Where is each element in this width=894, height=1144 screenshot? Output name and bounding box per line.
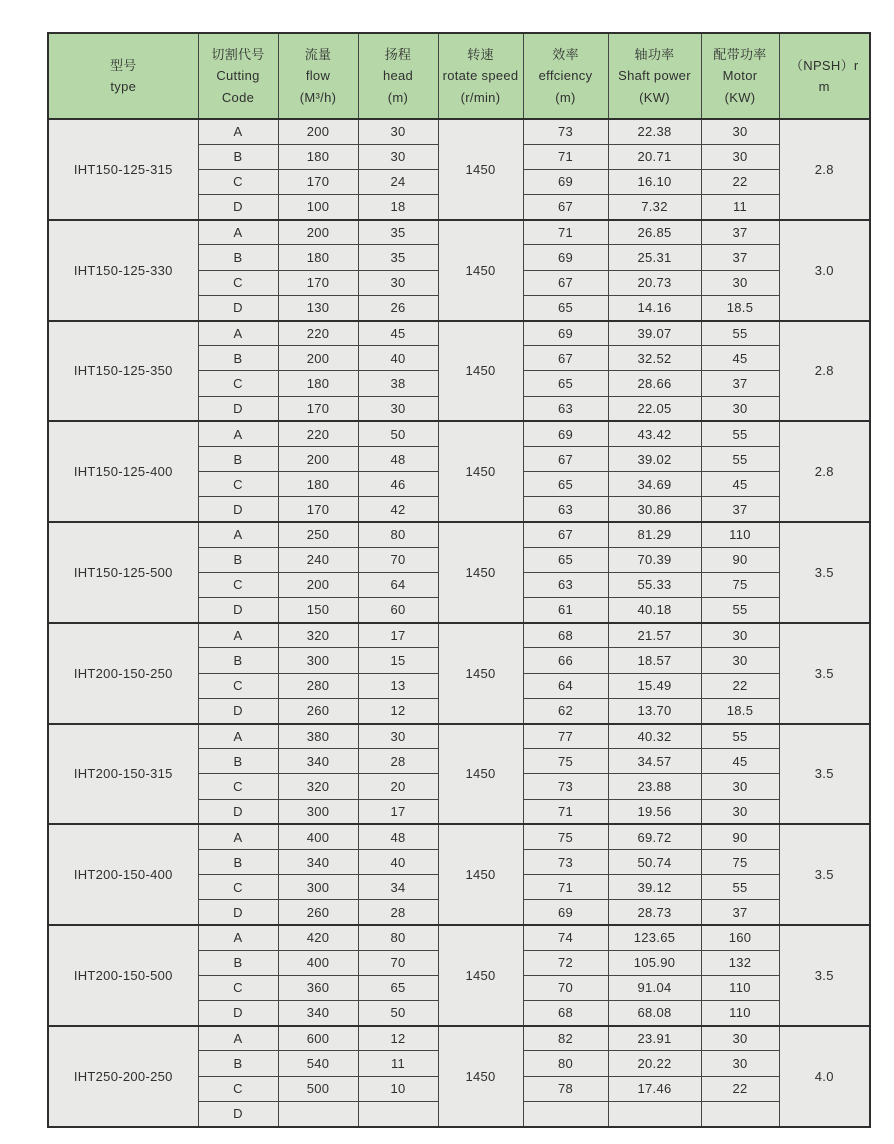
motor-power-cell: 22	[701, 673, 779, 698]
motor-power-cell: 30	[701, 270, 779, 295]
shaft-power-cell: 13.70	[608, 698, 701, 723]
cutting-code-cell: A	[198, 421, 278, 446]
table-body	[48, 119, 870, 1127]
efficiency-cell: 71	[523, 220, 608, 245]
cutting-code-cell: A	[198, 522, 278, 547]
head-cell: 48	[358, 824, 438, 849]
table-row	[48, 119, 870, 144]
npsh-cell: 3.0	[779, 220, 870, 321]
rotate-speed-cell: 1450	[438, 119, 523, 220]
shaft-power-cell: 55.33	[608, 572, 701, 597]
flow-cell: 200	[278, 572, 358, 597]
npsh-cell: 3.5	[779, 623, 870, 724]
rotate-speed-cell: 1450	[438, 925, 523, 1026]
head-cell: 10	[358, 1076, 438, 1101]
head-cell: 11	[358, 1051, 438, 1076]
flow-cell: 240	[278, 547, 358, 572]
efficiency-cell: 77	[523, 724, 608, 749]
shaft-power-cell: 23.91	[608, 1026, 701, 1051]
shaft-power-cell: 39.12	[608, 875, 701, 900]
shaft-power-cell	[608, 1101, 701, 1127]
table-header	[48, 33, 870, 119]
cutting-code-cell: C	[198, 875, 278, 900]
model-cell: IHT150-125-315	[48, 119, 198, 220]
shaft-power-cell: 19.56	[608, 799, 701, 824]
efficiency-cell: 75	[523, 749, 608, 774]
npsh-cell: 4.0	[779, 1026, 870, 1127]
efficiency-cell: 71	[523, 144, 608, 169]
flow-cell: 170	[278, 497, 358, 522]
head-cell: 35	[358, 220, 438, 245]
head-cell: 64	[358, 572, 438, 597]
flow-cell: 260	[278, 900, 358, 925]
head-cell: 70	[358, 950, 438, 975]
efficiency-cell: 63	[523, 396, 608, 421]
shaft-power-cell: 7.32	[608, 195, 701, 220]
head-cell	[358, 1101, 438, 1127]
motor-power-cell: 75	[701, 572, 779, 597]
motor-power-cell: 55	[701, 321, 779, 346]
motor-power-cell: 30	[701, 119, 779, 144]
header-type-en: type	[110, 79, 137, 94]
table-row	[48, 925, 870, 950]
shaft-power-cell: 30.86	[608, 497, 701, 522]
cutting-code-cell: D	[198, 598, 278, 623]
cutting-code-cell: C	[198, 270, 278, 295]
head-cell: 30	[358, 724, 438, 749]
shaft-power-cell: 40.18	[608, 598, 701, 623]
shaft-power-cell: 32.52	[608, 346, 701, 371]
cutting-code-cell: A	[198, 724, 278, 749]
flow-cell: 180	[278, 371, 358, 396]
cutting-code-cell: A	[198, 623, 278, 648]
head-cell: 60	[358, 598, 438, 623]
shaft-power-cell: 15.49	[608, 673, 701, 698]
head-cell: 45	[358, 321, 438, 346]
shaft-power-cell: 22.05	[608, 396, 701, 421]
cutting-code-cell: C	[198, 572, 278, 597]
shaft-power-cell: 123.65	[608, 925, 701, 950]
cutting-code-cell: B	[198, 950, 278, 975]
motor-power-cell	[701, 1101, 779, 1127]
flow-cell: 250	[278, 522, 358, 547]
efficiency-cell: 63	[523, 497, 608, 522]
shaft-power-cell: 16.10	[608, 169, 701, 194]
cutting-code-cell: D	[198, 799, 278, 824]
motor-power-cell: 11	[701, 195, 779, 220]
shaft-power-cell: 91.04	[608, 975, 701, 1000]
shaft-power-cell: 69.72	[608, 824, 701, 849]
flow-cell: 260	[278, 698, 358, 723]
header-head: 扬程 head (m)	[358, 33, 438, 119]
flow-cell: 280	[278, 673, 358, 698]
npsh-cell: 3.5	[779, 824, 870, 925]
rotate-speed-cell: 1450	[438, 421, 523, 522]
motor-power-cell: 90	[701, 547, 779, 572]
efficiency-cell: 66	[523, 648, 608, 673]
cutting-code-cell: D	[198, 295, 278, 320]
head-cell: 12	[358, 698, 438, 723]
head-cell: 80	[358, 925, 438, 950]
efficiency-cell: 69	[523, 245, 608, 270]
efficiency-cell: 71	[523, 875, 608, 900]
head-cell: 15	[358, 648, 438, 673]
shaft-power-cell: 20.71	[608, 144, 701, 169]
head-cell: 30	[358, 144, 438, 169]
flow-cell: 200	[278, 220, 358, 245]
rotate-speed-cell: 1450	[438, 220, 523, 321]
head-cell: 28	[358, 749, 438, 774]
efficiency-cell: 64	[523, 673, 608, 698]
shaft-power-cell: 34.57	[608, 749, 701, 774]
shaft-power-cell: 39.07	[608, 321, 701, 346]
motor-power-cell: 90	[701, 824, 779, 849]
table-row	[48, 522, 870, 547]
cutting-code-cell: B	[198, 547, 278, 572]
efficiency-cell: 62	[523, 698, 608, 723]
shaft-power-cell: 18.57	[608, 648, 701, 673]
cutting-code-cell: A	[198, 925, 278, 950]
npsh-cell: 3.5	[779, 522, 870, 623]
flow-cell: 320	[278, 623, 358, 648]
rotate-speed-cell: 1450	[438, 321, 523, 422]
head-cell: 42	[358, 497, 438, 522]
table-row	[48, 220, 870, 245]
header-motor-power: 配带功率 Motor (KW)	[701, 33, 779, 119]
motor-power-cell: 55	[701, 421, 779, 446]
head-cell: 12	[358, 1026, 438, 1051]
motor-power-cell: 75	[701, 849, 779, 874]
head-cell: 28	[358, 900, 438, 925]
efficiency-cell: 65	[523, 371, 608, 396]
efficiency-cell: 82	[523, 1026, 608, 1051]
head-cell: 17	[358, 623, 438, 648]
flow-cell: 180	[278, 144, 358, 169]
flow-cell: 340	[278, 749, 358, 774]
efficiency-cell: 63	[523, 572, 608, 597]
cutting-code-cell: D	[198, 698, 278, 723]
model-cell: IHT250-200-250	[48, 1026, 198, 1127]
flow-cell: 170	[278, 270, 358, 295]
table-row	[48, 1026, 870, 1051]
motor-power-cell: 45	[701, 749, 779, 774]
cutting-code-cell: C	[198, 371, 278, 396]
motor-power-cell: 30	[701, 1026, 779, 1051]
shaft-power-cell: 21.57	[608, 623, 701, 648]
shaft-power-cell: 28.66	[608, 371, 701, 396]
shaft-power-cell: 34.69	[608, 472, 701, 497]
flow-cell: 130	[278, 295, 358, 320]
efficiency-cell: 73	[523, 119, 608, 144]
flow-cell: 380	[278, 724, 358, 749]
cutting-code-cell: D	[198, 1101, 278, 1127]
cutting-code-cell: B	[198, 849, 278, 874]
cutting-code-cell: D	[198, 1001, 278, 1026]
efficiency-cell: 67	[523, 270, 608, 295]
efficiency-cell: 70	[523, 975, 608, 1000]
header-npsh: （NPSH）r m	[779, 33, 870, 119]
flow-cell: 300	[278, 799, 358, 824]
head-cell: 70	[358, 547, 438, 572]
cutting-code-cell: C	[198, 673, 278, 698]
cutting-code-cell: A	[198, 119, 278, 144]
efficiency-cell: 71	[523, 799, 608, 824]
cutting-code-cell: B	[198, 749, 278, 774]
motor-power-cell: 37	[701, 497, 779, 522]
efficiency-cell: 80	[523, 1051, 608, 1076]
head-cell: 46	[358, 472, 438, 497]
head-cell: 40	[358, 849, 438, 874]
shaft-power-cell: 81.29	[608, 522, 701, 547]
pump-spec-table	[47, 32, 871, 1128]
header-shaft-power: 轴功率 Shaft power (KW)	[608, 33, 701, 119]
model-cell: IHT200-150-500	[48, 925, 198, 1026]
model-cell: IHT150-125-350	[48, 321, 198, 422]
motor-power-cell: 18.5	[701, 698, 779, 723]
npsh-cell: 2.8	[779, 421, 870, 522]
flow-cell: 220	[278, 421, 358, 446]
header-flow: 流量 flow (M³/h)	[278, 33, 358, 119]
flow-cell: 220	[278, 321, 358, 346]
rotate-speed-cell: 1450	[438, 724, 523, 825]
shaft-power-cell: 22.38	[608, 119, 701, 144]
flow-cell: 170	[278, 169, 358, 194]
motor-power-cell: 30	[701, 799, 779, 824]
cutting-code-cell: A	[198, 321, 278, 346]
motor-power-cell: 110	[701, 1001, 779, 1026]
shaft-power-cell: 23.88	[608, 774, 701, 799]
motor-power-cell: 37	[701, 900, 779, 925]
model-cell: IHT200-150-315	[48, 724, 198, 825]
efficiency-cell	[523, 1101, 608, 1127]
head-cell: 20	[358, 774, 438, 799]
motor-power-cell: 37	[701, 220, 779, 245]
efficiency-cell: 65	[523, 295, 608, 320]
shaft-power-cell: 70.39	[608, 547, 701, 572]
cutting-code-cell: B	[198, 446, 278, 471]
flow-cell: 400	[278, 950, 358, 975]
cutting-code-cell: D	[198, 396, 278, 421]
shaft-power-cell: 43.42	[608, 421, 701, 446]
rotate-speed-cell: 1450	[438, 623, 523, 724]
shaft-power-cell: 26.85	[608, 220, 701, 245]
head-cell: 34	[358, 875, 438, 900]
shaft-power-cell: 105.90	[608, 950, 701, 975]
cutting-code-cell: A	[198, 824, 278, 849]
model-cell: IHT150-125-330	[48, 220, 198, 321]
cutting-code-cell: D	[198, 497, 278, 522]
motor-power-cell: 22	[701, 1076, 779, 1101]
motor-power-cell: 30	[701, 648, 779, 673]
header-rotate-speed: 转速 rotate speed (r/min)	[438, 33, 523, 119]
efficiency-cell: 67	[523, 346, 608, 371]
header-efficiency: 效率 effciency (m)	[523, 33, 608, 119]
flow-cell: 320	[278, 774, 358, 799]
efficiency-cell: 75	[523, 824, 608, 849]
head-cell: 30	[358, 270, 438, 295]
model-cell: IHT150-125-500	[48, 522, 198, 623]
shaft-power-cell: 28.73	[608, 900, 701, 925]
flow-cell: 100	[278, 195, 358, 220]
flow-cell: 600	[278, 1026, 358, 1051]
table-row	[48, 623, 870, 648]
flow-cell: 150	[278, 598, 358, 623]
header-type	[48, 33, 198, 119]
motor-power-cell: 160	[701, 925, 779, 950]
head-cell: 30	[358, 119, 438, 144]
motor-power-cell: 30	[701, 1051, 779, 1076]
head-cell: 38	[358, 371, 438, 396]
efficiency-cell: 69	[523, 169, 608, 194]
flow-cell: 400	[278, 824, 358, 849]
shaft-power-cell: 25.31	[608, 245, 701, 270]
head-cell: 26	[358, 295, 438, 320]
table-row	[48, 421, 870, 446]
cutting-code-cell: D	[198, 900, 278, 925]
shaft-power-cell: 39.02	[608, 446, 701, 471]
flow-cell: 420	[278, 925, 358, 950]
efficiency-cell: 69	[523, 900, 608, 925]
motor-power-cell: 45	[701, 472, 779, 497]
cutting-code-cell: A	[198, 220, 278, 245]
motor-power-cell: 110	[701, 522, 779, 547]
head-cell: 17	[358, 799, 438, 824]
efficiency-cell: 78	[523, 1076, 608, 1101]
efficiency-cell: 73	[523, 774, 608, 799]
npsh-cell: 2.8	[779, 119, 870, 220]
efficiency-cell: 73	[523, 849, 608, 874]
efficiency-cell: 69	[523, 321, 608, 346]
flow-cell: 180	[278, 472, 358, 497]
motor-power-cell: 37	[701, 245, 779, 270]
flow-cell: 340	[278, 1001, 358, 1026]
model-cell: IHT200-150-250	[48, 623, 198, 724]
model-cell: IHT200-150-400	[48, 824, 198, 925]
cutting-code-cell: C	[198, 1076, 278, 1101]
head-cell: 30	[358, 396, 438, 421]
head-cell: 48	[358, 446, 438, 471]
rotate-speed-cell: 1450	[438, 1026, 523, 1127]
efficiency-cell: 67	[523, 195, 608, 220]
cutting-code-cell: B	[198, 346, 278, 371]
cutting-code-cell: C	[198, 169, 278, 194]
cutting-code-cell: C	[198, 472, 278, 497]
efficiency-cell: 65	[523, 547, 608, 572]
head-cell: 50	[358, 421, 438, 446]
cutting-code-cell: B	[198, 1051, 278, 1076]
flow-cell: 500	[278, 1076, 358, 1101]
efficiency-cell: 67	[523, 522, 608, 547]
head-cell: 65	[358, 975, 438, 1000]
motor-power-cell: 55	[701, 875, 779, 900]
head-cell: 18	[358, 195, 438, 220]
motor-power-cell: 55	[701, 598, 779, 623]
head-cell: 50	[358, 1001, 438, 1026]
shaft-power-cell: 14.16	[608, 295, 701, 320]
shaft-power-cell: 68.08	[608, 1001, 701, 1026]
flow-cell: 200	[278, 119, 358, 144]
shaft-power-cell: 20.73	[608, 270, 701, 295]
flow-cell: 170	[278, 396, 358, 421]
npsh-cell: 2.8	[779, 321, 870, 422]
flow-cell: 180	[278, 245, 358, 270]
flow-cell: 200	[278, 446, 358, 471]
efficiency-cell: 72	[523, 950, 608, 975]
npsh-cell: 3.5	[779, 925, 870, 1026]
head-cell: 24	[358, 169, 438, 194]
motor-power-cell: 132	[701, 950, 779, 975]
head-cell: 80	[358, 522, 438, 547]
flow-cell: 360	[278, 975, 358, 1000]
table-row	[48, 724, 870, 749]
cutting-code-cell: B	[198, 144, 278, 169]
npsh-cell: 3.5	[779, 724, 870, 825]
head-cell: 35	[358, 245, 438, 270]
shaft-power-cell: 20.22	[608, 1051, 701, 1076]
efficiency-cell: 68	[523, 623, 608, 648]
motor-power-cell: 55	[701, 724, 779, 749]
flow-cell: 300	[278, 875, 358, 900]
motor-power-cell: 37	[701, 371, 779, 396]
header-cutting-code: 切割代号 Cutting Code	[198, 33, 278, 119]
efficiency-cell: 68	[523, 1001, 608, 1026]
head-cell: 40	[358, 346, 438, 371]
motor-power-cell: 45	[701, 346, 779, 371]
flow-cell: 200	[278, 346, 358, 371]
motor-power-cell: 110	[701, 975, 779, 1000]
shaft-power-cell: 50.74	[608, 849, 701, 874]
efficiency-cell: 67	[523, 446, 608, 471]
cutting-code-cell: C	[198, 975, 278, 1000]
model-cell: IHT150-125-400	[48, 421, 198, 522]
header-type-zh: 型号	[109, 57, 137, 73]
motor-power-cell: 22	[701, 169, 779, 194]
cutting-code-cell: C	[198, 774, 278, 799]
motor-power-cell: 30	[701, 396, 779, 421]
cutting-code-cell: D	[198, 195, 278, 220]
shaft-power-cell: 40.32	[608, 724, 701, 749]
efficiency-cell: 65	[523, 472, 608, 497]
flow-cell	[278, 1101, 358, 1127]
head-cell: 13	[358, 673, 438, 698]
motor-power-cell: 55	[701, 446, 779, 471]
table-row	[48, 321, 870, 346]
motor-power-cell: 30	[701, 144, 779, 169]
motor-power-cell: 18.5	[701, 295, 779, 320]
rotate-speed-cell: 1450	[438, 522, 523, 623]
cutting-code-cell: A	[198, 1026, 278, 1051]
shaft-power-cell: 17.46	[608, 1076, 701, 1101]
cutting-code-cell: B	[198, 648, 278, 673]
flow-cell: 340	[278, 849, 358, 874]
efficiency-cell: 61	[523, 598, 608, 623]
cutting-code-cell: B	[198, 245, 278, 270]
table-row	[48, 824, 870, 849]
efficiency-cell: 69	[523, 421, 608, 446]
flow-cell: 300	[278, 648, 358, 673]
motor-power-cell: 30	[701, 774, 779, 799]
efficiency-cell: 74	[523, 925, 608, 950]
flow-cell: 540	[278, 1051, 358, 1076]
rotate-speed-cell: 1450	[438, 824, 523, 925]
motor-power-cell: 30	[701, 623, 779, 648]
